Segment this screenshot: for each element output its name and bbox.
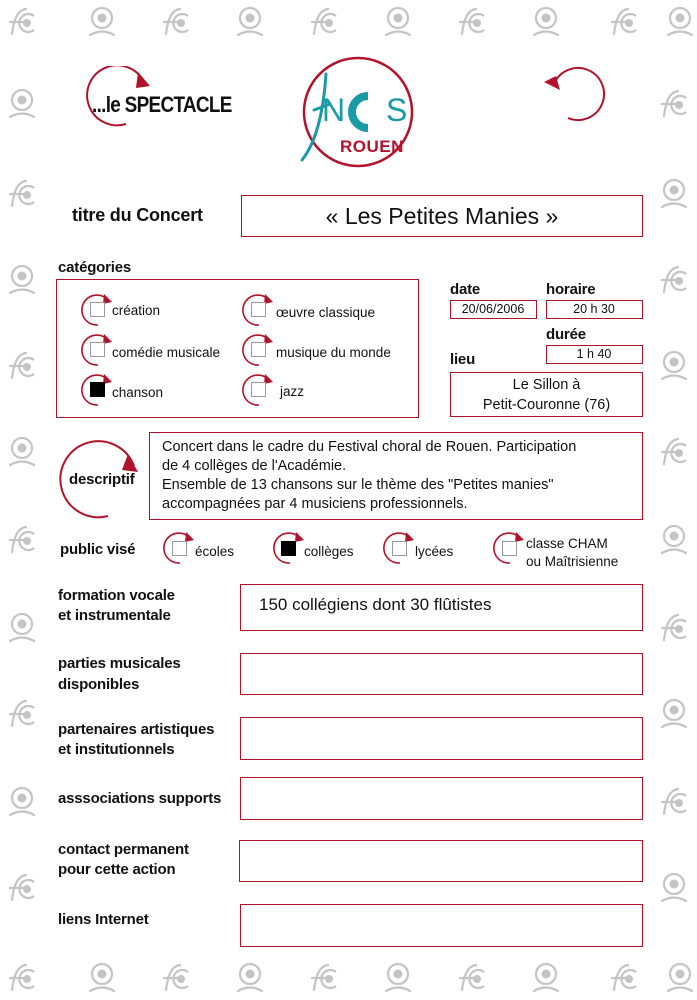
categorie-label-oeuvre-classique: œuvre classique: [276, 305, 376, 320]
fncs-watermark-icon: [656, 696, 692, 732]
fncs-watermark-icon: [4, 870, 40, 906]
duree-value: 1 h 40: [576, 347, 612, 361]
public-label: public visé: [60, 541, 136, 558]
public-label-colleges: collèges: [304, 544, 354, 559]
fncs-watermark-icon: [4, 960, 40, 996]
logo-n: N: [322, 92, 346, 128]
descriptif-label: descriptif: [69, 471, 135, 488]
liens-field[interactable]: [240, 904, 643, 947]
public-label-lycees: lycées: [415, 544, 454, 559]
fncs-watermark-icon: [4, 522, 40, 558]
circular-arrow-icon: [540, 60, 610, 126]
titre-value: « Les Petites Manies »: [325, 203, 559, 229]
fncs-watermark-icon: [656, 176, 692, 212]
checkbox-creation[interactable]: [90, 302, 105, 317]
checkbox-jazz[interactable]: [251, 382, 266, 397]
date-label: date: [450, 281, 481, 298]
fncs-watermark-icon: [4, 4, 40, 40]
public-label-classe-cham: classe CHAM: [526, 536, 608, 551]
categorie-label-creation: création: [112, 303, 161, 318]
descriptif-line-1: Concert dans le cadre du Festival choral de Rouen. Participation: [162, 439, 577, 455]
formation-label-2: et instrumentale: [58, 607, 171, 624]
fncs-watermark-icon: [158, 960, 194, 996]
fncs-watermark-icon: [84, 960, 120, 996]
fncs-watermark-icon: [232, 4, 268, 40]
fncs-watermark-icon: [232, 960, 268, 996]
liens-label: liens Internet: [58, 911, 149, 928]
horaire-label: horaire: [546, 281, 596, 298]
fncs-watermark-icon: [662, 4, 697, 40]
spectacle-heading: ...le SPECTACLE: [92, 92, 232, 117]
duree-label: durée: [546, 326, 586, 343]
categories-label: catégories: [58, 259, 132, 276]
checkbox-ecoles[interactable]: [172, 541, 187, 556]
fncs-watermark-icon: [528, 960, 564, 996]
partenaires-field[interactable]: [240, 717, 643, 760]
fncs-watermark-icon: [656, 784, 692, 820]
partenaires-label-2: et institutionnels: [58, 741, 175, 758]
fncs-watermark-icon: [306, 4, 342, 40]
parties-field[interactable]: [240, 653, 643, 695]
titre-field[interactable]: [241, 195, 643, 237]
fncs-watermark-icon: [4, 610, 40, 646]
public-label-ecoles: écoles: [195, 544, 235, 559]
checkbox-chanson[interactable]: [90, 382, 105, 397]
horaire-field[interactable]: [546, 300, 643, 319]
descriptif-field[interactable]: [149, 432, 643, 520]
associations-label: asssociations supports: [58, 790, 222, 807]
categorie-label-jazz: jazz: [280, 384, 305, 399]
lieu-line-2: Petit-Couronne (76): [482, 397, 611, 413]
fncs-watermark-icon: [84, 4, 120, 40]
fncs-watermark-icon: [656, 610, 692, 646]
logo-city: ROUEN: [340, 137, 404, 156]
fncs-watermark-icon: [380, 4, 416, 40]
fncs-watermark-icon: [662, 960, 697, 996]
fncs-watermark-icon: [606, 4, 642, 40]
fncs-watermark-icon: [4, 434, 40, 470]
fncs-watermark-icon: [656, 86, 692, 122]
horaire-value: 20 h 30: [573, 302, 615, 316]
fncs-watermark-icon: [656, 522, 692, 558]
logo-s: S: [386, 92, 408, 128]
fncs-watermark-icon: [4, 784, 40, 820]
checkbox-comedie-musicale[interactable]: [90, 342, 105, 357]
categorie-label-musique-du-monde: musique du monde: [276, 345, 391, 360]
partenaires-label-1: partenaires artistiques: [58, 721, 215, 738]
duree-field[interactable]: [546, 345, 643, 364]
checkbox-colleges[interactable]: [281, 541, 296, 556]
formation-label-1: formation vocale: [58, 587, 175, 604]
checkbox-oeuvre-classique[interactable]: [251, 302, 266, 317]
contact-label-1: contact permanent: [58, 841, 189, 858]
fncs-watermark-icon: [158, 4, 194, 40]
fncs-watermark-icon: [454, 960, 490, 996]
fncs-watermark-icon: [656, 870, 692, 906]
checkbox-musique-du-monde[interactable]: [251, 342, 266, 357]
lieu-line-1: Le Sillon à: [512, 377, 581, 393]
fncs-watermark-icon: [606, 960, 642, 996]
date-field[interactable]: [450, 300, 537, 319]
checkbox-lycees[interactable]: [392, 541, 407, 556]
checkbox-classe-cham[interactable]: [502, 541, 517, 556]
fncs-watermark-icon: [4, 262, 40, 298]
fncs-watermark-icon: [4, 176, 40, 212]
fncs-watermark-icon: [4, 86, 40, 122]
parties-label-2: disponibles: [58, 676, 140, 693]
contact-label-2: pour cette action: [58, 861, 176, 878]
formation-field[interactable]: [240, 584, 643, 631]
fncs-watermark-icon: [4, 348, 40, 384]
associations-field[interactable]: [240, 777, 643, 820]
fncs-logo: [276, 44, 426, 174]
categorie-label-comedie-musicale: comédie musicale: [112, 345, 221, 360]
descriptif-line-2: de 4 collèges de l'Académie.: [162, 458, 347, 474]
fncs-watermark-icon: [454, 4, 490, 40]
descriptif-line-3: Ensemble de 13 chansons sur le thème des "Petites manies": [162, 477, 554, 493]
titre-label: titre du Concert: [72, 205, 203, 225]
fncs-watermark-icon: [306, 960, 342, 996]
fncs-watermark-icon: [656, 434, 692, 470]
fncs-watermark-icon: [528, 4, 564, 40]
fncs-watermark-icon: [4, 696, 40, 732]
categorie-label-chanson: chanson: [112, 385, 164, 400]
parties-label-1: parties musicales: [58, 655, 181, 672]
fncs-watermark-icon: [380, 960, 416, 996]
formation-value: 150 collégiens dont 30 flûtistes: [259, 595, 492, 614]
public-label-maitrisienne: ou Maîtrisienne: [526, 554, 619, 569]
descriptif-line-4: accompagnées par 4 musiciens professionnels.: [162, 496, 468, 512]
lieu-field[interactable]: [450, 372, 643, 417]
fncs-watermark-icon: [656, 262, 692, 298]
contact-field[interactable]: [239, 840, 643, 882]
lieu-label: lieu: [450, 351, 476, 368]
fncs-watermark-icon: [656, 348, 692, 384]
date-value: 20/06/2006: [461, 302, 525, 316]
